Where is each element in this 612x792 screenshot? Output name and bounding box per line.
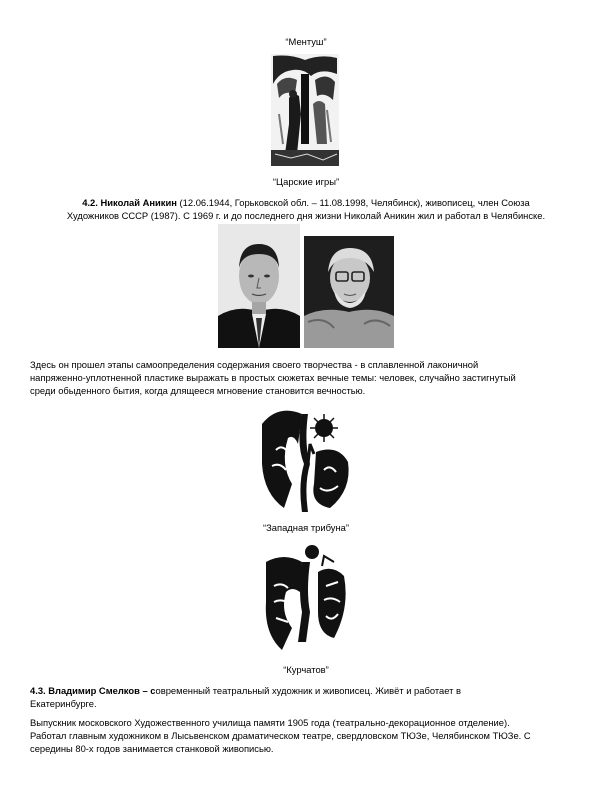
section-4-2-title: 4.2. Николай Аникин <box>82 197 177 208</box>
section-4-3-title: 4.3. Владимир Смелков – с <box>30 685 156 696</box>
portrait-photo-2 <box>304 236 394 348</box>
graphic-zapadnaya-tribuna <box>258 404 354 516</box>
paragraph-anikin <box>30 358 590 397</box>
section-4-3-rest: овременный театральный художник и живописец. Живёт и работает в <box>155 685 462 696</box>
section-4-2-intro <box>0 196 612 222</box>
paragraph-smelkov-line-2: Работал главным художником в Лысьвенском драматическом театре, свердловском ТЮЗе, Челябинском ТЮЗе. С <box>30 730 531 741</box>
paragraph-smelkov-line-1: Выпускник московского Художественного училища памяти 1905 года (театрально-декорационное отделение). <box>30 717 510 728</box>
section-4-3-line2: Екатеринбурге. <box>30 698 97 709</box>
paragraph-smelkov-line-3: середины 80-х годов занимается станковой живописью. <box>30 743 274 754</box>
portrait-photo-1 <box>218 224 300 348</box>
caption-zapadnaya-tribuna: “Западная трибуна” <box>263 522 349 533</box>
paragraph-anikin-line-3: среди обыденного бытия, когда длящееся мгновение становится вечностью. <box>30 385 366 396</box>
graphic-kurchatov <box>262 542 352 654</box>
section-4-2-line2: Художников СССР (1987). С 1969 г. и до последнего дня жизни Николай Аникин жил и работал в Челябинске. <box>66 210 546 221</box>
section-4-2-dates: (12.06.1944, Горьковской обл. – 11.08.1998, Челябинск), живописец, член Союза <box>176 197 530 208</box>
paragraph-smelkov <box>30 716 590 755</box>
engraving-tsarskie-igry <box>271 54 339 166</box>
caption-mentush: “Ментуш” <box>285 36 327 47</box>
caption-kurchatov: “Курчатов” <box>283 664 329 675</box>
caption-tsarskie-igry: “Царские игры” <box>272 176 340 187</box>
paragraph-anikin-line-1: Здесь он прошел этапы самоопределения содержания своего творчества - в сплавленной лаконичной <box>30 359 479 370</box>
section-4-3-intro <box>30 684 590 710</box>
paragraph-anikin-line-2: напряженно-уплотненной пластике выражать в простых сюжетах вечные темы: человек, случайно застигнутый <box>30 372 516 383</box>
